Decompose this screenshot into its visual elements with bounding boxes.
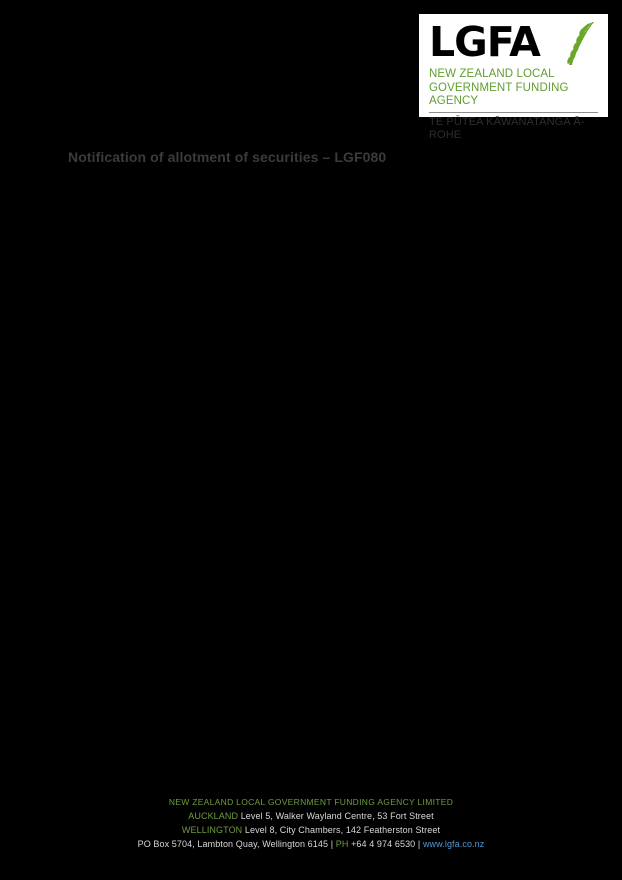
logo-divider (429, 112, 598, 113)
footer-phone-label: PH (335, 839, 349, 849)
footer-phone-number: +64 4 974 6530 (351, 839, 416, 849)
logo-line-2: GOVERNMENT FUNDING AGENCY (429, 81, 569, 107)
logo-top-row (429, 20, 598, 66)
logo-line-1: NEW ZEALAND LOCAL (429, 68, 555, 80)
footer-wellington (0, 824, 622, 838)
logo-wordmark: LGFA (429, 18, 540, 66)
footer-company-name: NEW ZEALAND LOCAL GOVERNMENT FUNDING AGENCY LIMITED (168, 797, 454, 807)
footer-contact (0, 838, 622, 852)
logo-maori-line: TE PŪTEA KĀWANATANGA Ā-ROHE (429, 115, 585, 141)
footer-wellington-address: Level 8, City Chambers, 142 Featherston Street (244, 825, 441, 835)
page-footer (0, 796, 622, 852)
footer-wellington-label: WELLINGTON (181, 825, 243, 835)
footer-separator-1: | (330, 839, 334, 849)
footer-auckland (0, 810, 622, 824)
page-title: Notification of allotment of securities – LGF080 (68, 149, 387, 165)
lgfa-logo (419, 14, 608, 141)
footer-website-link[interactable]: www.lgfa.co.nz (422, 839, 485, 849)
footer-auckland-address: Level 5, Walker Wayland Centre, 53 Fort Street (240, 811, 434, 821)
logo-text-lines (429, 68, 598, 109)
footer-auckland-label: AUCKLAND (188, 811, 239, 821)
footer-postal-address: PO Box 5704, Lambton Quay, Wellington 6145 (137, 839, 329, 849)
silver-fern-icon (558, 20, 598, 66)
footer-separator-2: | (417, 839, 421, 849)
document-body (68, 180, 582, 770)
